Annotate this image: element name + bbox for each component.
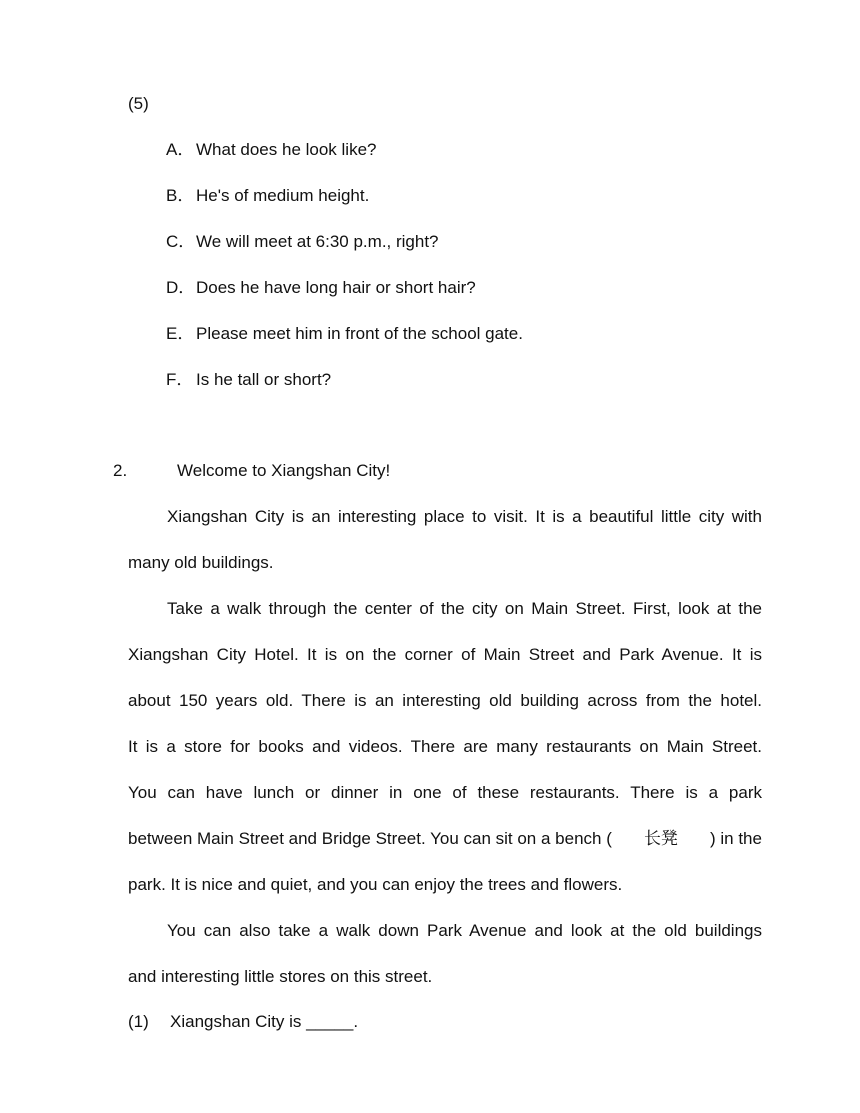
option-text: What does he look like? [196,140,377,159]
option-text: Please meet him in front of the school gate. [196,324,523,343]
option-d [166,277,476,299]
passage-text: between Main Street and Bridge Street. You can sit on a bench ( [128,829,612,848]
option-f [166,369,331,391]
question-1 [128,1011,358,1033]
section-title: Welcome to Xiangshan City! [177,461,391,480]
passage-line: about 150 years old. There is an interesting old building across from the hotel. [128,691,762,710]
passage-text: ) in the [710,829,762,848]
question-number: (1) [128,1012,149,1031]
option-letter: B． [166,186,195,205]
option-text: Does he have long hair or short hair? [196,278,476,297]
option-b [166,185,369,207]
passage-line: Xiangshan City is an interesting place to visit. It is a beautiful little city with [167,507,762,526]
option-a [166,139,377,161]
passage-line: Xiangshan City Hotel. It is on the corner of Main Street and Park Avenue. It is [128,645,762,664]
passage-line: It is a store for books and videos. There are many restaurants on Main Street. [128,737,762,756]
question-text: Xiangshan City is _____. [170,1012,359,1031]
passage-line: You can also take a walk down Park Avenue and look at the old buildings [167,921,762,940]
passage-line: Take a walk through the center of the city on Main Street. First, look at the [167,599,762,618]
option-letter: E． [166,324,195,343]
option-text: Is he tall or short? [196,370,332,389]
option-text: We will meet at 6:30 p.m., right? [196,232,439,251]
option-letter: C． [166,232,196,251]
question-label: (5) [128,94,149,113]
passage-line: park. It is nice and quiet, and you can enjoy the trees and flowers. [128,875,623,894]
option-letter: D． [166,278,196,297]
passage-line [128,828,762,850]
passage-line: You can have lunch or dinner in one of these restaurants. There is a park [128,783,762,802]
section-number: 2. [113,461,128,480]
option-letter: A． [166,140,195,159]
option-letter: F． [166,370,194,389]
option-text: He's of medium height. [196,186,370,205]
chinese-gloss: 长凳 [643,829,678,849]
option-e [166,323,523,345]
passage-line: and interesting little stores on this street. [128,967,433,986]
passage-line: many old buildings. [128,553,274,572]
option-c [166,231,439,253]
